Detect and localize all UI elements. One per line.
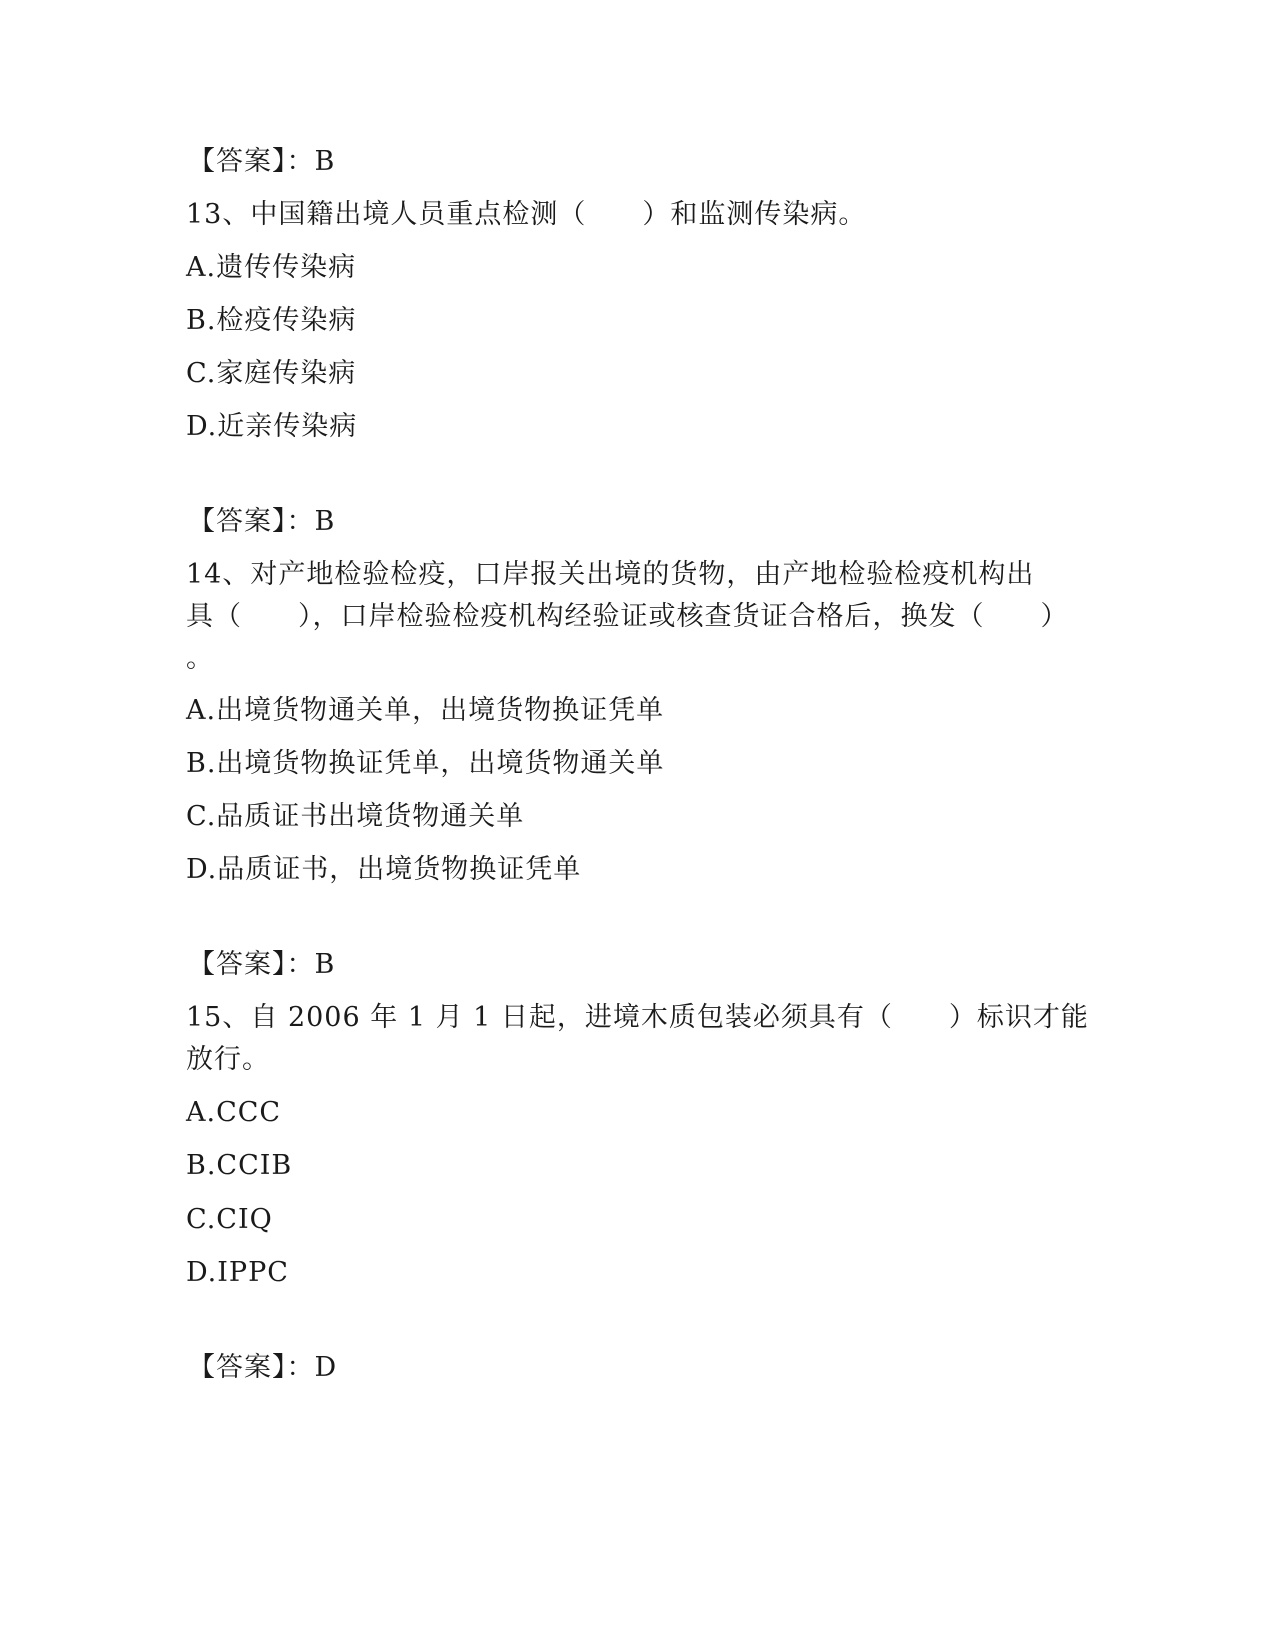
option-15-c: C.CIQ — [186, 1204, 273, 1235]
option-15-a: A.CCC — [186, 1097, 282, 1128]
option-15-d: D.IPPC — [186, 1257, 289, 1288]
option-15-b: B.CCIB — [186, 1150, 293, 1181]
question-15-line-2: 放行。 — [186, 1044, 270, 1075]
question-14-line-3: 。 — [186, 643, 214, 674]
answer-13: 【答案】：B — [188, 506, 336, 537]
option-13-d: D.近亲传染病 — [186, 411, 358, 442]
answer-15: 【答案】：D — [188, 1352, 338, 1383]
question-14-line-2: 具（ ），口岸检验检疫机构经验证或核查货证合格后，换发（ ） — [186, 601, 1069, 632]
option-14-d: D.品质证书，出境货物换证凭单 — [186, 854, 582, 885]
answer-label: 【答案】：B — [188, 146, 336, 177]
question-14-line-1: 14、对产地检验检疫，口岸报关出境的货物，由产地检验检疫机构出 — [186, 559, 1035, 590]
option-14-b: B.出境货物换证凭单，出境货物通关单 — [186, 748, 665, 779]
question-15-line-1: 15、自 2006 年 1 月 1 日起，进境木质包装必须具有（ ）标识才能 — [186, 1002, 1089, 1033]
question-13: 13、中国籍出境人员重点检测（ ）和监测传染病。 — [186, 199, 867, 230]
option-13-b: B.检疫传染病 — [186, 305, 357, 336]
answer-14: 【答案】：B — [188, 949, 336, 980]
option-13-c: C.家庭传染病 — [186, 358, 357, 389]
option-13-a: A.遗传传染病 — [186, 252, 357, 283]
option-14-a: A.出境货物通关单，出境货物换证凭单 — [186, 695, 665, 726]
option-14-c: C.品质证书出境货物通关单 — [186, 801, 525, 832]
